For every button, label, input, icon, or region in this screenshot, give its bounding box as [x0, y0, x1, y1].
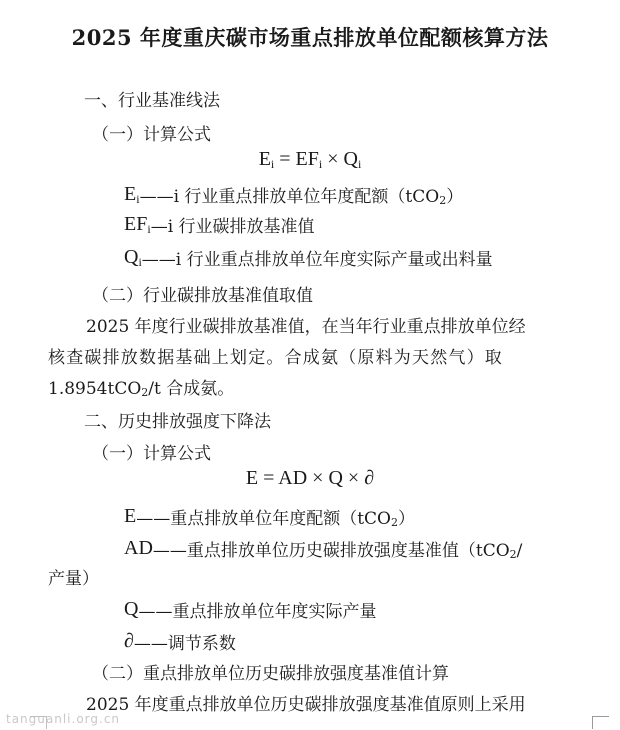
para-text: /t 合成氨。 [148, 379, 235, 399]
section2-paragraph-line: 2025 年度重点排放单位历史碳排放强度基准值原则上采用 [86, 695, 526, 715]
formula-lhs-sub: i [270, 157, 275, 171]
def-symbol: E [124, 505, 137, 527]
definition-ad-continuation: 产量） [48, 569, 99, 589]
para-sub: 2 [141, 386, 149, 399]
def-symbol-sub: i [147, 222, 151, 236]
def-symbol: Q [124, 598, 139, 620]
margin-mark-left [30, 716, 47, 729]
definition-e-i [124, 183, 463, 212]
def-text: ——i 行业重点排放单位年度实际产量或出料量 [141, 250, 493, 270]
def-unit-sub: 2 [439, 194, 447, 207]
section1-sub2-heading: （二）行业碳排放基准值取值 [92, 286, 313, 306]
def-text: —i 行业碳排放基准值 [150, 217, 315, 237]
def-text: ——重点排放单位年度配额（tCO [136, 509, 391, 529]
def-unit-sub: 2 [391, 516, 398, 529]
def-tail: / [516, 541, 523, 561]
def-symbol: EF [124, 213, 148, 235]
def-symbol: E [124, 183, 137, 205]
section2-sub2-heading: （二）重点排放单位历史碳排放强度基准值计算 [92, 664, 449, 684]
section1-paragraph-line: 2025 年度行业碳排放基准值，在当年行业重点排放单位经 [86, 317, 526, 337]
section1-sub1-heading: （一）计算公式 [92, 125, 211, 145]
formula-q-sub: i [357, 157, 362, 171]
def-tail: ） [398, 509, 415, 529]
definition-ef-i [124, 213, 315, 240]
section1-formula [0, 147, 620, 176]
margin-mark-right [592, 716, 609, 729]
def-text: ——调节系数 [133, 634, 236, 654]
definition-partial [124, 630, 236, 655]
def-text: ——重点排放单位年度实际产量 [138, 602, 377, 622]
def-symbol: Q [124, 246, 139, 268]
watermark: tanguanli.org.cn [6, 712, 121, 726]
def-text: ——重点排放单位历史碳排放强度基准值（tCO [152, 541, 510, 561]
para-text: 1.8954tCO [48, 379, 142, 399]
def-symbol-sub: i [136, 192, 140, 206]
formula-lhs: E [258, 148, 271, 170]
definition-q-i [124, 246, 493, 273]
formula-eq: = EF [274, 148, 319, 170]
def-symbol: ∂ [124, 630, 134, 652]
definition-e [124, 505, 415, 534]
section2-sub1-heading: （一）计算公式 [92, 444, 211, 464]
document-title: 2025 年度重庆碳市场重点排放单位配额核算方法 [71, 25, 549, 50]
def-tail: ） [446, 187, 464, 207]
def-symbol-sub: i [138, 255, 142, 269]
formula-times: × Q [322, 148, 358, 170]
section2-formula: E = AD × Q × ∂ [245, 467, 375, 489]
formula-ef-sub: i [318, 157, 323, 171]
section1-paragraph-line [48, 378, 234, 404]
definition-ad [124, 537, 522, 566]
definition-q [124, 598, 376, 623]
section1-paragraph-line: 核查碳排放数据基础上划定。合成氨（原料为天然气）取 [48, 348, 503, 368]
def-text: ——i 行业重点排放单位年度配额（tCO [139, 187, 440, 207]
def-unit-sub: 2 [509, 548, 517, 561]
def-symbol: AD [124, 537, 153, 559]
section1-heading: 一、行业基准线法 [84, 91, 220, 111]
section2-heading: 二、历史排放强度下降法 [84, 412, 271, 432]
